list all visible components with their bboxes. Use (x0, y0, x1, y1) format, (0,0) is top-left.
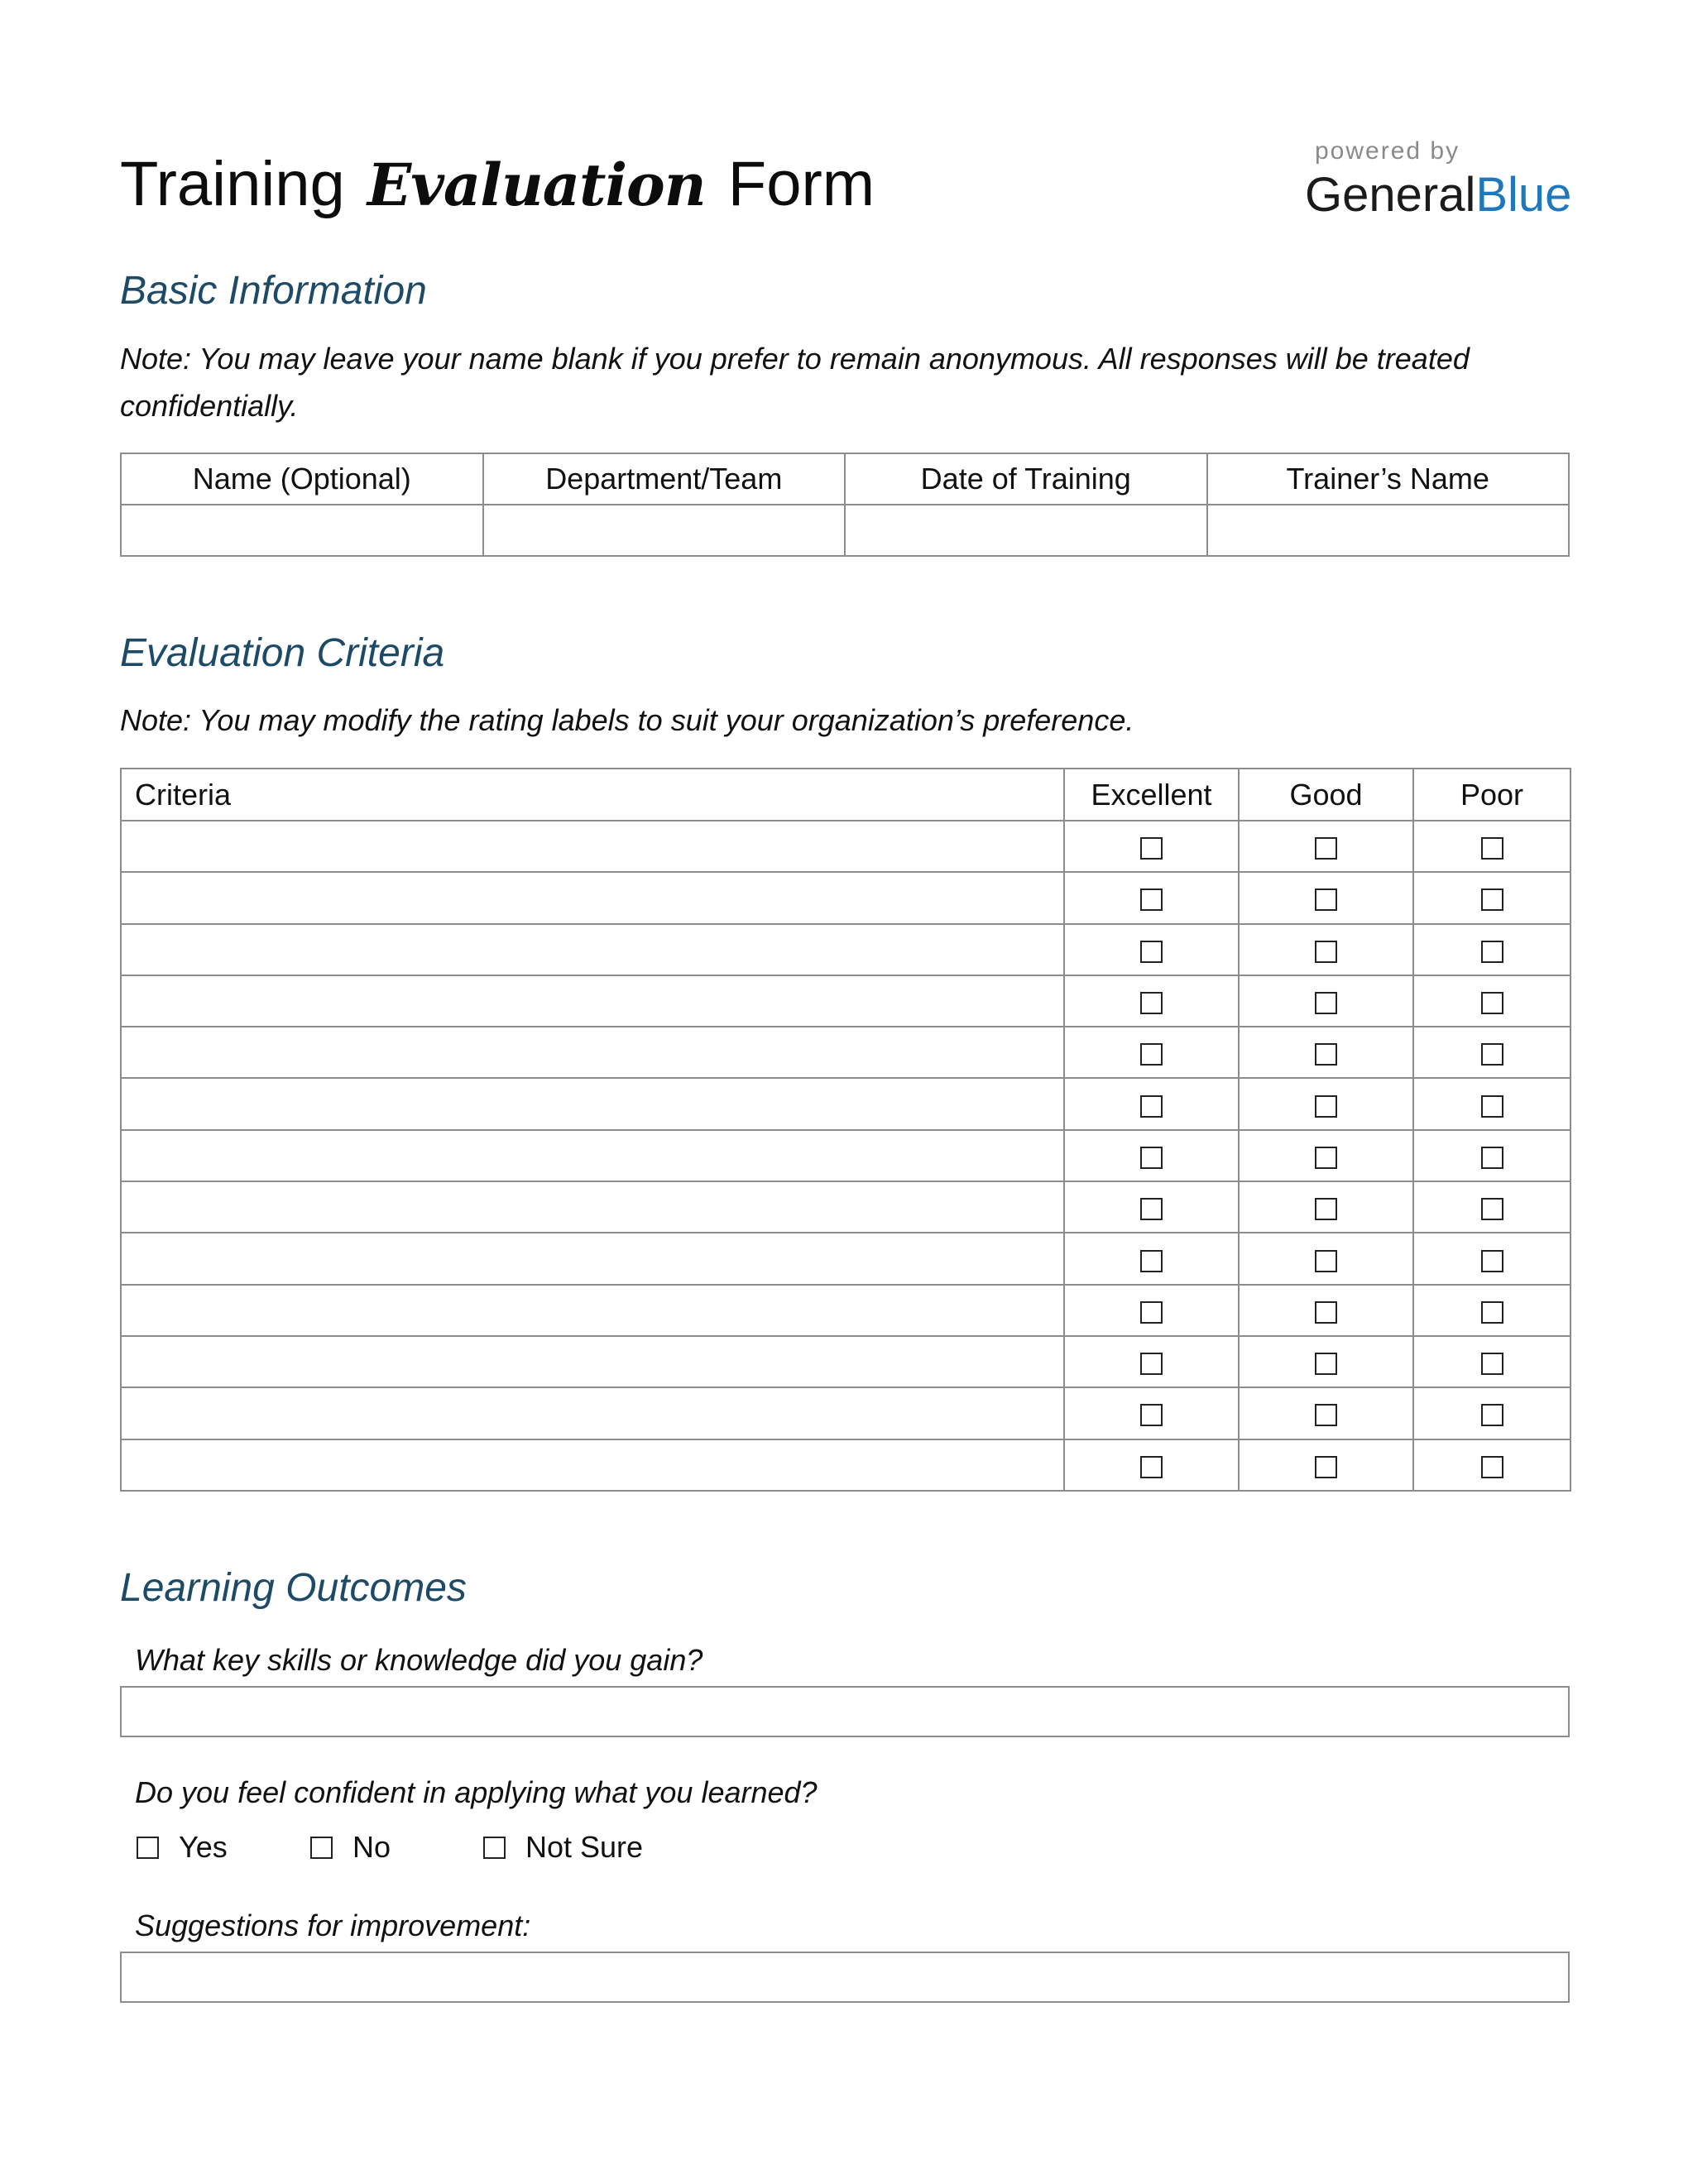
table-row (121, 1130, 1571, 1181)
checkbox-poor[interactable] (1481, 1250, 1503, 1272)
table-row (121, 1387, 1571, 1439)
checkbox-poor[interactable] (1481, 1147, 1503, 1169)
option-no[interactable] (310, 1827, 391, 1867)
checkbox-good[interactable] (1315, 1301, 1337, 1324)
checkbox-good[interactable] (1315, 1147, 1337, 1169)
rating-cell-excellent (1064, 821, 1239, 872)
rating-cell-excellent (1064, 1078, 1239, 1129)
learning-outcomes-heading: Learning Outcomes (120, 1566, 467, 1610)
column-header-department: Department/Team (483, 453, 846, 505)
rating-cell-poor (1413, 1336, 1571, 1387)
criteria-input[interactable] (121, 1027, 1064, 1078)
rating-cell-poor (1413, 1027, 1571, 1078)
checkbox-poor[interactable] (1481, 888, 1503, 911)
checkbox-excellent[interactable] (1140, 992, 1163, 1014)
option-yes[interactable] (137, 1827, 228, 1867)
rating-cell-poor (1413, 924, 1571, 975)
checkbox-good[interactable] (1315, 1250, 1337, 1272)
question-confidence: Do you feel confident in applying what you learned? (135, 1775, 818, 1809)
table-row (121, 1439, 1571, 1491)
checkbox-good[interactable] (1315, 941, 1337, 963)
title-prefix: Training (120, 149, 345, 219)
checkbox-good[interactable] (1315, 992, 1337, 1014)
rating-cell-poor (1413, 872, 1571, 923)
column-header-excellent: Excellent (1064, 769, 1239, 821)
table-header-row (121, 769, 1571, 821)
checkbox-good[interactable] (1315, 837, 1337, 860)
option-not-sure-label: Not Sure (525, 1830, 644, 1864)
rating-cell-good (1239, 975, 1413, 1027)
checkbox-excellent[interactable] (1140, 1301, 1163, 1324)
rating-cell-excellent (1064, 1285, 1239, 1336)
table-row (121, 872, 1571, 923)
table-row (121, 505, 1569, 556)
evaluation-criteria-table (120, 768, 1571, 1492)
checkbox-excellent[interactable] (1140, 888, 1163, 911)
rating-cell-good (1239, 821, 1413, 872)
checkbox-not-sure[interactable] (483, 1837, 506, 1859)
checkbox-excellent[interactable] (1140, 1147, 1163, 1169)
rating-cell-excellent (1064, 1181, 1239, 1233)
checkbox-good[interactable] (1315, 1198, 1337, 1220)
evaluation-criteria-note: Note: You may modify the rating labels to suit your organization’s preference. (120, 703, 1134, 737)
rating-cell-good (1239, 1233, 1413, 1284)
criteria-rows (121, 821, 1571, 1491)
rating-cell-poor (1413, 1233, 1571, 1284)
title-suffix: Form (727, 149, 875, 219)
rating-cell-good (1239, 872, 1413, 923)
table-row (121, 924, 1571, 975)
trainer-input[interactable] (1207, 505, 1570, 556)
rating-cell-excellent (1064, 1130, 1239, 1181)
checkbox-excellent[interactable] (1140, 837, 1163, 860)
rating-cell-poor (1413, 1285, 1571, 1336)
rating-cell-excellent (1064, 924, 1239, 975)
option-yes-label: Yes (179, 1830, 228, 1864)
column-header-name: Name (Optional) (121, 453, 483, 505)
checkbox-no[interactable] (310, 1837, 333, 1859)
table-row (121, 821, 1571, 872)
rating-cell-excellent (1064, 1027, 1239, 1078)
date-input[interactable] (845, 505, 1207, 556)
criteria-input[interactable] (121, 821, 1064, 872)
checkbox-excellent[interactable] (1140, 1456, 1163, 1478)
basic-information-note: Note: You may leave your name blank if you prefer to remain anonymous. All responses will be treated confidentially. (120, 342, 1470, 423)
rating-cell-good (1239, 1285, 1413, 1336)
basic-information-heading: Basic Information (120, 269, 427, 313)
rating-cell-good (1239, 1027, 1413, 1078)
checkbox-poor[interactable] (1481, 941, 1503, 963)
checkbox-good[interactable] (1315, 1043, 1337, 1066)
title-script-word: Evaluation (367, 151, 706, 219)
criteria-input[interactable] (121, 1181, 1064, 1233)
checkbox-good[interactable] (1315, 1404, 1337, 1426)
criteria-input[interactable] (121, 1336, 1064, 1387)
table-row (121, 1285, 1571, 1336)
checkbox-poor[interactable] (1481, 1095, 1503, 1118)
criteria-input[interactable] (121, 1439, 1064, 1491)
criteria-input[interactable] (121, 872, 1064, 923)
criteria-input[interactable] (121, 924, 1064, 975)
rating-cell-good (1239, 1130, 1413, 1181)
checkbox-poor[interactable] (1481, 1404, 1503, 1426)
column-header-good: Good (1239, 769, 1413, 821)
rating-cell-excellent (1064, 872, 1239, 923)
option-no-label: No (352, 1830, 391, 1864)
department-input[interactable] (483, 505, 846, 556)
rating-cell-excellent (1064, 1439, 1239, 1491)
rating-cell-excellent (1064, 1387, 1239, 1439)
rating-cell-excellent (1064, 1336, 1239, 1387)
criteria-input[interactable] (121, 1285, 1064, 1336)
checkbox-poor[interactable] (1481, 1301, 1503, 1324)
page-title (120, 147, 875, 223)
criteria-input[interactable] (121, 1078, 1064, 1129)
column-header-criteria: Criteria (121, 769, 1064, 821)
name-input[interactable] (121, 505, 483, 556)
evaluation-criteria-heading: Evaluation Criteria (120, 631, 445, 675)
criteria-input[interactable] (121, 1233, 1064, 1284)
criteria-input[interactable] (121, 975, 1064, 1027)
checkbox-excellent[interactable] (1140, 1198, 1163, 1220)
checkbox-good[interactable] (1315, 1456, 1337, 1478)
criteria-input[interactable] (121, 1387, 1064, 1439)
rating-cell-poor (1413, 975, 1571, 1027)
question-suggestions: Suggestions for improvement: (135, 1909, 531, 1942)
brand-wordmark (1305, 166, 1572, 224)
table-row (121, 1233, 1571, 1284)
checkbox-good[interactable] (1315, 1095, 1337, 1118)
rating-cell-poor (1413, 1181, 1571, 1233)
checkbox-excellent[interactable] (1140, 941, 1163, 963)
brand-powered-by: powered by (1315, 137, 1460, 165)
rating-cell-poor (1413, 1078, 1571, 1129)
rating-cell-poor (1413, 1130, 1571, 1181)
checkbox-yes[interactable] (137, 1837, 159, 1859)
checkbox-excellent[interactable] (1140, 1250, 1163, 1272)
table-row (121, 1336, 1571, 1387)
skills-answer-field[interactable] (120, 1686, 1570, 1737)
checkbox-poor[interactable] (1481, 1198, 1503, 1220)
column-header-poor: Poor (1413, 769, 1571, 821)
rating-cell-good (1239, 1439, 1413, 1491)
rating-cell-good (1239, 1336, 1413, 1387)
rating-cell-excellent (1064, 1233, 1239, 1284)
column-header-trainer: Trainer’s Name (1207, 453, 1570, 505)
rating-cell-good (1239, 1387, 1413, 1439)
checkbox-poor[interactable] (1481, 837, 1503, 860)
checkbox-good[interactable] (1315, 888, 1337, 911)
checkbox-poor[interactable] (1481, 1043, 1503, 1066)
column-header-date: Date of Training (845, 453, 1207, 505)
basic-information-table (120, 453, 1570, 557)
question-skills: What key skills or knowledge did you gain? (135, 1643, 703, 1677)
table-row (121, 1027, 1571, 1078)
rating-cell-good (1239, 1181, 1413, 1233)
checkbox-poor[interactable] (1481, 1456, 1503, 1478)
checkbox-poor[interactable] (1481, 992, 1503, 1014)
checkbox-excellent[interactable] (1140, 1353, 1163, 1375)
table-row (121, 975, 1571, 1027)
checkbox-poor[interactable] (1481, 1353, 1503, 1375)
checkbox-excellent[interactable] (1140, 1095, 1163, 1118)
table-row (121, 1078, 1571, 1129)
checkbox-excellent[interactable] (1140, 1043, 1163, 1066)
option-not-sure[interactable] (483, 1827, 643, 1867)
rating-cell-poor (1413, 1439, 1571, 1491)
suggestions-answer-field[interactable] (120, 1952, 1570, 2003)
brand-general: General (1305, 168, 1476, 222)
table-header-row (121, 453, 1569, 505)
table-row (121, 1181, 1571, 1233)
rating-cell-excellent (1064, 975, 1239, 1027)
criteria-input[interactable] (121, 1130, 1064, 1181)
rating-cell-poor (1413, 821, 1571, 872)
checkbox-good[interactable] (1315, 1353, 1337, 1375)
checkbox-excellent[interactable] (1140, 1404, 1163, 1426)
rating-cell-poor (1413, 1387, 1571, 1439)
brand-blue: Blue (1475, 168, 1572, 222)
rating-cell-good (1239, 1078, 1413, 1129)
brand-logo (1305, 136, 1572, 224)
rating-cell-good (1239, 924, 1413, 975)
